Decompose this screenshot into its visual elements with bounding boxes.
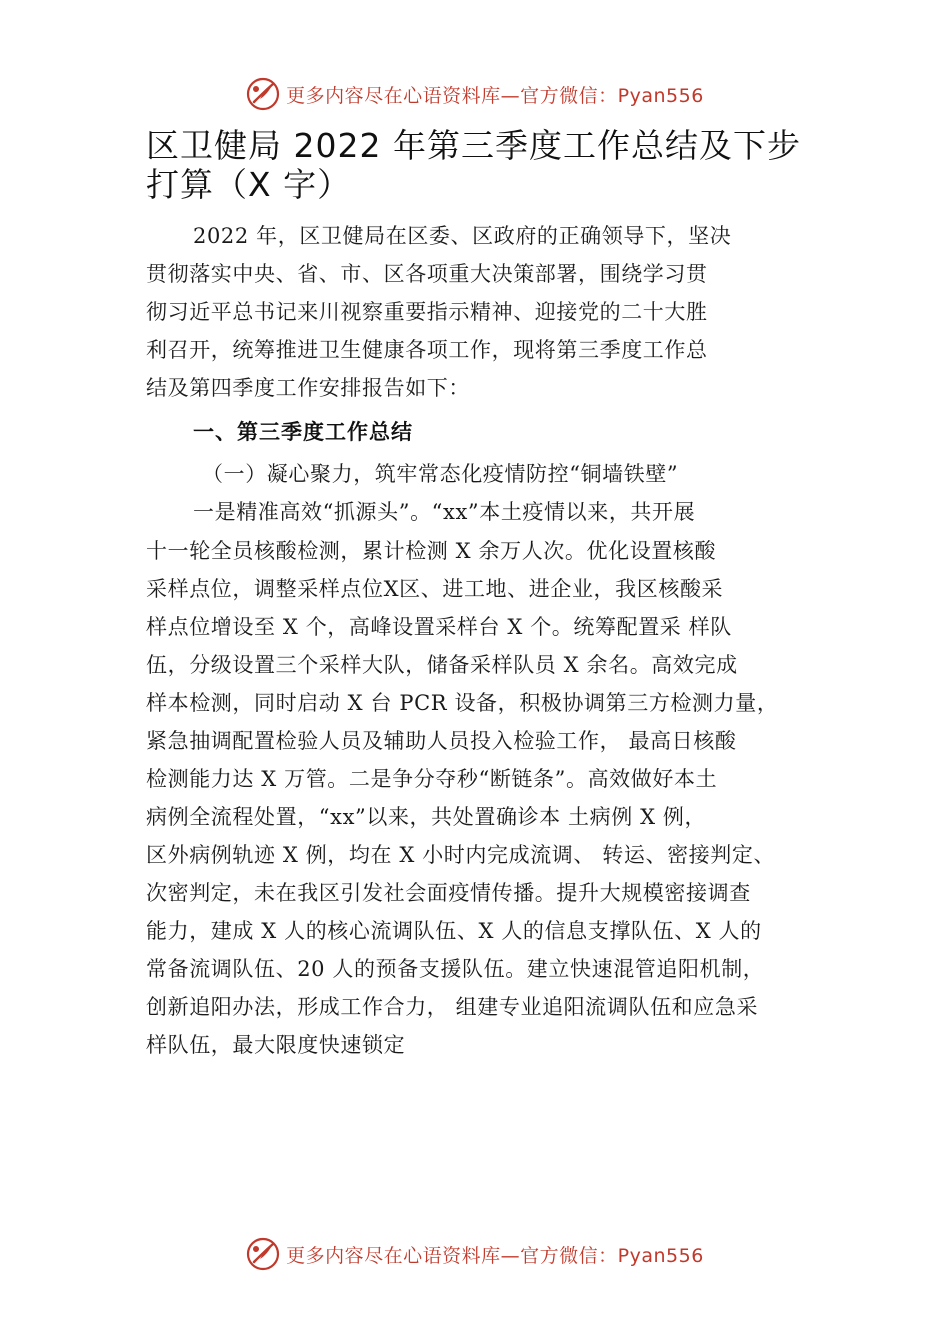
title-line: 区卫健局 2022 年第三季度工作总结及下步	[146, 126, 801, 165]
body-line: 区外病例轨迹 X 例，均在 X 小时内完成流调、 转运、密接判定、	[146, 843, 776, 867]
body-line: 创新追阳办法，形成工作合力， 组建专业追阳流调队伍和应急采	[146, 995, 759, 1019]
subsection-heading: （一）凝心聚力，筑牢常态化疫情防控“铜墙铁壁”	[202, 462, 679, 486]
intro-line: 2022 年，区卫健局在区委、区政府的正确领导下，坚决	[193, 224, 732, 248]
quill-seal-logo-icon	[246, 1237, 280, 1271]
intro-line: 结及第四季度工作安排报告如下：	[146, 376, 470, 400]
section-heading: 一、第三季度工作总结	[193, 420, 413, 444]
body-line: 能力，建成 X 人的核心流调队伍、X 人的信息支撑队伍、X 人的	[146, 919, 762, 943]
body-line: 病例全流程处置，“xx”以来，共处置确诊本 土病例 X 例，	[146, 805, 707, 829]
body-line: 紧急抽调配置检验人员及辅助人员投入检验工作， 最高日核酸	[146, 729, 737, 753]
banner-text: 更多内容尽在心语资料库—官方微信：Pyan556	[286, 84, 704, 107]
body-line: 次密判定，未在我区引发社会面疫情传播。提升大规模密接调查	[146, 881, 751, 905]
body-line: 伍，分级设置三个采样大队，储备采样队员 X 余名。高效完成	[146, 653, 738, 677]
footer-banner	[0, 1232, 950, 1276]
intro-line: 利召开，统筹推进卫生健康各项工作，现将第三季度工作总	[146, 338, 708, 362]
body-line: 十一轮全员核酸检测，累计检测 X 余万人次。优化设置核酸	[146, 539, 717, 563]
intro-line: 贯彻落实中央、省、市、区各项重大决策部署，围绕学习贯	[146, 262, 708, 286]
banner-text: 更多内容尽在心语资料库—官方微信：Pyan556	[286, 1244, 704, 1267]
document-title	[146, 126, 846, 204]
body-line: 样点位增设至 X 个，高峰设置采样台 X 个。统筹配置采 样队	[146, 615, 732, 639]
body-line: 检测能力达 X 万管。二是争分夺秒“断链条”。高效做好本土	[146, 767, 718, 791]
body-line: 一是精准高效“抓源头”。“xx”本土疫情以来，共开展	[193, 500, 696, 524]
body-line: 常备流调队伍、20 人的预备支援队伍。建立快速混管追阳机制，	[146, 957, 765, 981]
intro-line: 彻习近平总书记来川视察重要指示精神、迎接党的二十大胜	[146, 300, 708, 324]
quill-seal-logo-icon	[246, 77, 280, 111]
title-line: 打算（X 字）	[146, 165, 352, 204]
header-banner	[0, 72, 950, 116]
body-line: 样队伍，最大限度快速锁定	[146, 1033, 406, 1057]
body-line: 样本检测，同时启动 X 台 PCR 设备，积极协调第三方检测力量，	[146, 691, 779, 715]
body-line: 采样点位，调整采样点位X区、进工地、进企业，我区核酸采	[146, 577, 724, 601]
